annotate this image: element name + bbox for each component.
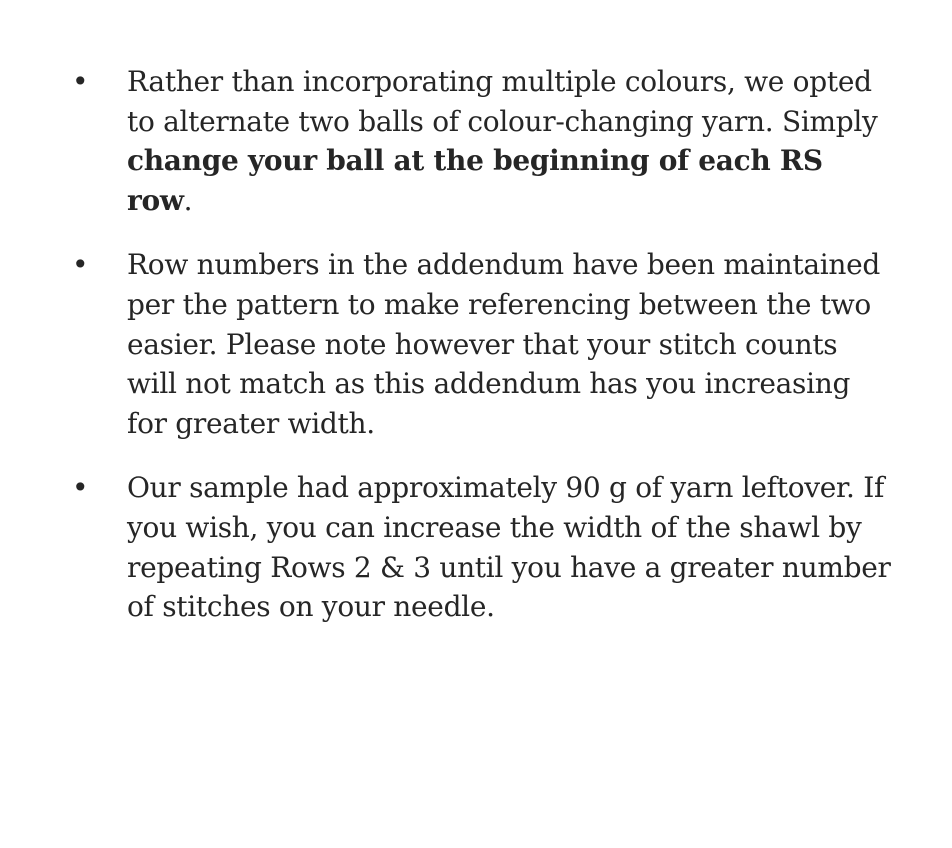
text-run: Rather than incorporating multiple colours, we opted to alternate two balls of colour-changing yarn. Simply	[127, 65, 878, 138]
notes-bullet-list	[72, 62, 892, 652]
list-item-text: Row numbers in the addendum have been maintained per the pattern to make referencing between the two easier. Please note however that your stitch counts will not match as this addendum has you increasing for greater width.	[127, 248, 881, 440]
list-item	[72, 245, 892, 443]
list-item-text: Our sample had approximately 90 g of yarn leftover. If you wish, you can increase the width of the shawl by repeating Rows 2 & 3 until you have a greater number of stitches on your needle.	[127, 471, 891, 624]
bullet-icon: •	[72, 471, 89, 505]
text-run: .	[183, 183, 193, 217]
list-item	[72, 468, 892, 626]
bold-text-run: change your ball at the beginning of each RS row	[127, 144, 823, 217]
bullet-icon: •	[72, 65, 89, 98]
list-item-text	[127, 62, 892, 220]
list-item	[72, 62, 892, 220]
bullet-icon: •	[72, 248, 89, 282]
